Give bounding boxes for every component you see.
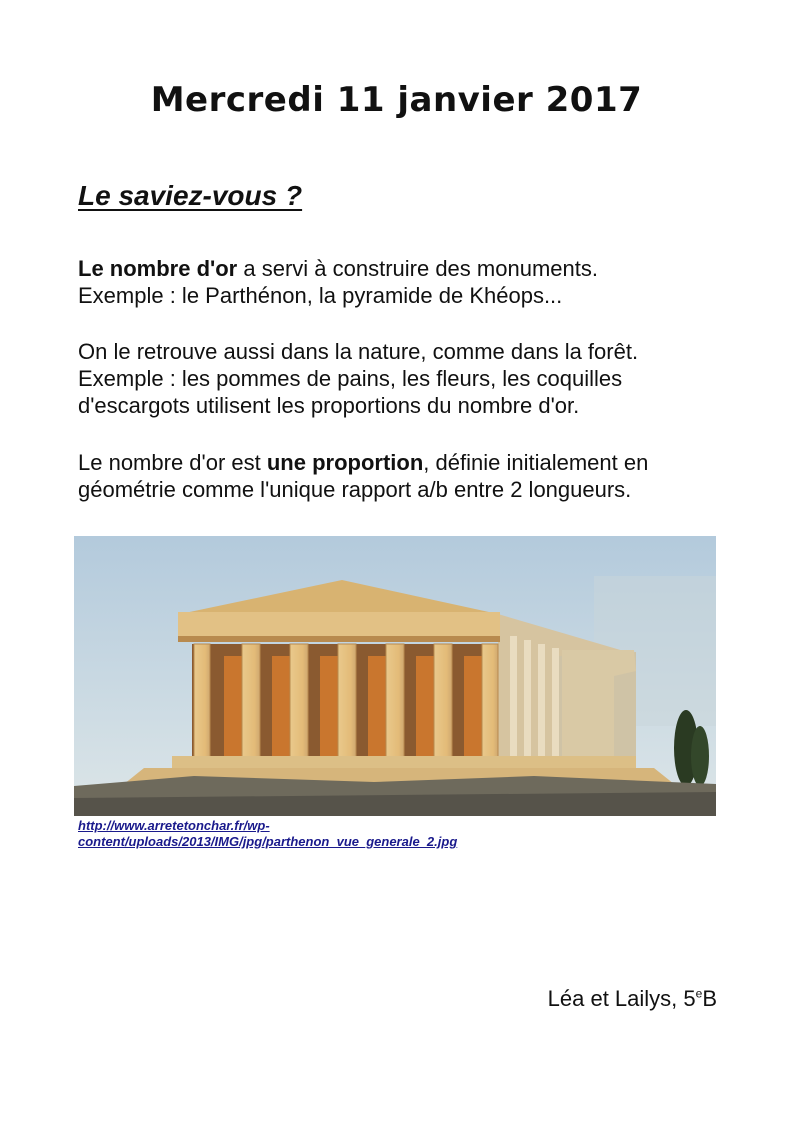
paragraph3-after-text: , définie initialement en bbox=[423, 450, 649, 475]
image-source-link-line1[interactable]: http://www.arretetonchar.fr/wp- bbox=[78, 818, 270, 833]
class-letter: B bbox=[702, 986, 717, 1011]
image-source-link-line2[interactable]: content/uploads/2013/IMG/jpg/parthenon_vue_generale_2.jpg bbox=[78, 834, 458, 849]
paragraph2-line1-text: On le retrouve aussi dans la nature, comme dans la forêt. bbox=[78, 339, 639, 364]
paragraph1-line2-text: Exemple : le Parthénon, la pyramide de Khéops... bbox=[78, 283, 563, 308]
parthenon-photo bbox=[74, 536, 716, 816]
page-date: Mercredi 11 janvier 2017 bbox=[150, 80, 643, 120]
paragraph1-line1-text: a servi à construire des monuments. bbox=[237, 256, 598, 281]
class-superscript: e bbox=[695, 986, 703, 1001]
paragraph-golden-ratio-monuments bbox=[78, 255, 738, 309]
image-source-link[interactable] bbox=[78, 818, 538, 850]
section-heading: Le saviez-vous ? bbox=[78, 180, 303, 211]
author-names: Léa et Lailys, 5 bbox=[547, 986, 696, 1011]
paragraph-golden-ratio-definition bbox=[78, 449, 738, 503]
paragraph2-line3-text: d'escargots utilisent les proportions du nombre d'or. bbox=[78, 393, 580, 418]
paragraph2-line2-text: Exemple : les pommes de pains, les fleurs, les coquilles bbox=[78, 366, 623, 391]
bold-term-golden-ratio: Le nombre d'or bbox=[78, 256, 238, 281]
author-signature bbox=[548, 986, 717, 1012]
paragraph-golden-ratio-nature bbox=[78, 338, 738, 419]
paragraph3-line2-text: géométrie comme l'unique rapport a/b entre 2 longueurs. bbox=[78, 477, 632, 502]
bold-term-proportion: une proportion bbox=[266, 450, 424, 475]
paragraph3-before-text: Le nombre d'or est bbox=[78, 450, 267, 475]
